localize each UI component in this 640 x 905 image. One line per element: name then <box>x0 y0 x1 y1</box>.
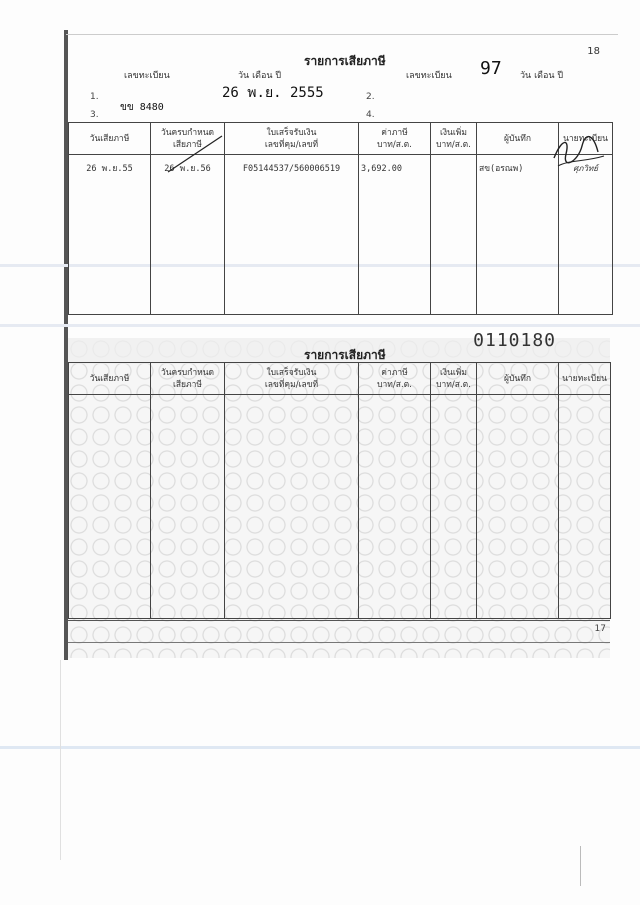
col-header: ใบเสร็จรับเงิน เลขที่คุม/เลขที่ <box>225 123 359 155</box>
scan-band <box>0 746 640 749</box>
scan-band <box>0 324 640 327</box>
receipt-number: F05144537/560006519 <box>225 155 359 315</box>
lower-footer-line <box>68 620 610 621</box>
vehicle-registration: ขข 8480 <box>120 102 164 113</box>
handwritten-slash-icon <box>164 134 224 174</box>
upper-form-title: รายการเสียภาษี <box>304 54 386 68</box>
surcharge <box>431 155 477 315</box>
header-date-label: วัน เดือน ปี <box>238 71 282 81</box>
col-header: ค่าภาษี บาท/ส.ต. <box>359 363 431 395</box>
tax-date: 26 พ.ย.55 <box>69 155 151 315</box>
handwritten-book-number: 97 <box>480 58 502 79</box>
scan-artifact <box>580 846 581 886</box>
row-number: 1. <box>90 92 99 102</box>
row-number: 2. <box>366 92 375 102</box>
row-number: 3. <box>90 110 99 120</box>
tax-amount: 3,692.00 <box>359 155 431 315</box>
col-header: ผู้บันทึก <box>477 363 559 395</box>
page-top-edge <box>66 34 618 35</box>
upper-tax-table <box>68 122 613 315</box>
page-corner-number: 18 <box>587 46 600 57</box>
lower-form <box>68 330 610 658</box>
recorder: สข(อรณพ) <box>477 155 559 315</box>
lower-form-title: รายการเสียภาษี <box>304 348 386 362</box>
signature-scribble-icon <box>548 132 608 174</box>
header-registration-label-right: เลขทะเบียน <box>406 71 452 81</box>
table-row <box>69 155 613 315</box>
col-header: ผู้บันทึก <box>477 123 559 155</box>
col-header: วันเสียภาษี <box>69 363 151 395</box>
col-header: วันครบกำหนด เสียภาษี <box>151 363 225 395</box>
col-header: นายทะเบียน <box>559 123 613 155</box>
scan-artifact <box>60 660 61 860</box>
due-date: 26 พ.ย.56 <box>151 155 225 315</box>
col-header: นายทะเบียน <box>559 363 611 395</box>
header-registration-label: เลขทะเบียน <box>124 71 170 81</box>
col-header: ใบเสร็จรับเงิน เลขที่คุม/เลขที่ <box>225 363 359 395</box>
col-header: วันครบกำหนด เสียภาษี <box>151 123 225 155</box>
lower-page-number: 17 <box>594 624 606 634</box>
lower-footer-line <box>68 642 610 643</box>
row-number: 4. <box>366 110 375 120</box>
serial-number: 0110180 <box>473 330 556 351</box>
table-row <box>69 395 611 619</box>
col-header: วันเสียภาษี <box>69 123 151 155</box>
registrar-signature: ศุภวิทย์ <box>559 155 613 315</box>
lower-tax-table <box>68 362 611 619</box>
col-header: เงินเพิ่ม บาท/ส.ต. <box>431 123 477 155</box>
header-date-label-right: วัน เดือน ปี <box>520 71 564 81</box>
handwritten-date: 26 พ.ย. 2555 <box>222 85 324 101</box>
col-header: ค่าภาษี บาท/ส.ต. <box>359 123 431 155</box>
col-header: เงินเพิ่ม บาท/ส.ต. <box>431 363 477 395</box>
